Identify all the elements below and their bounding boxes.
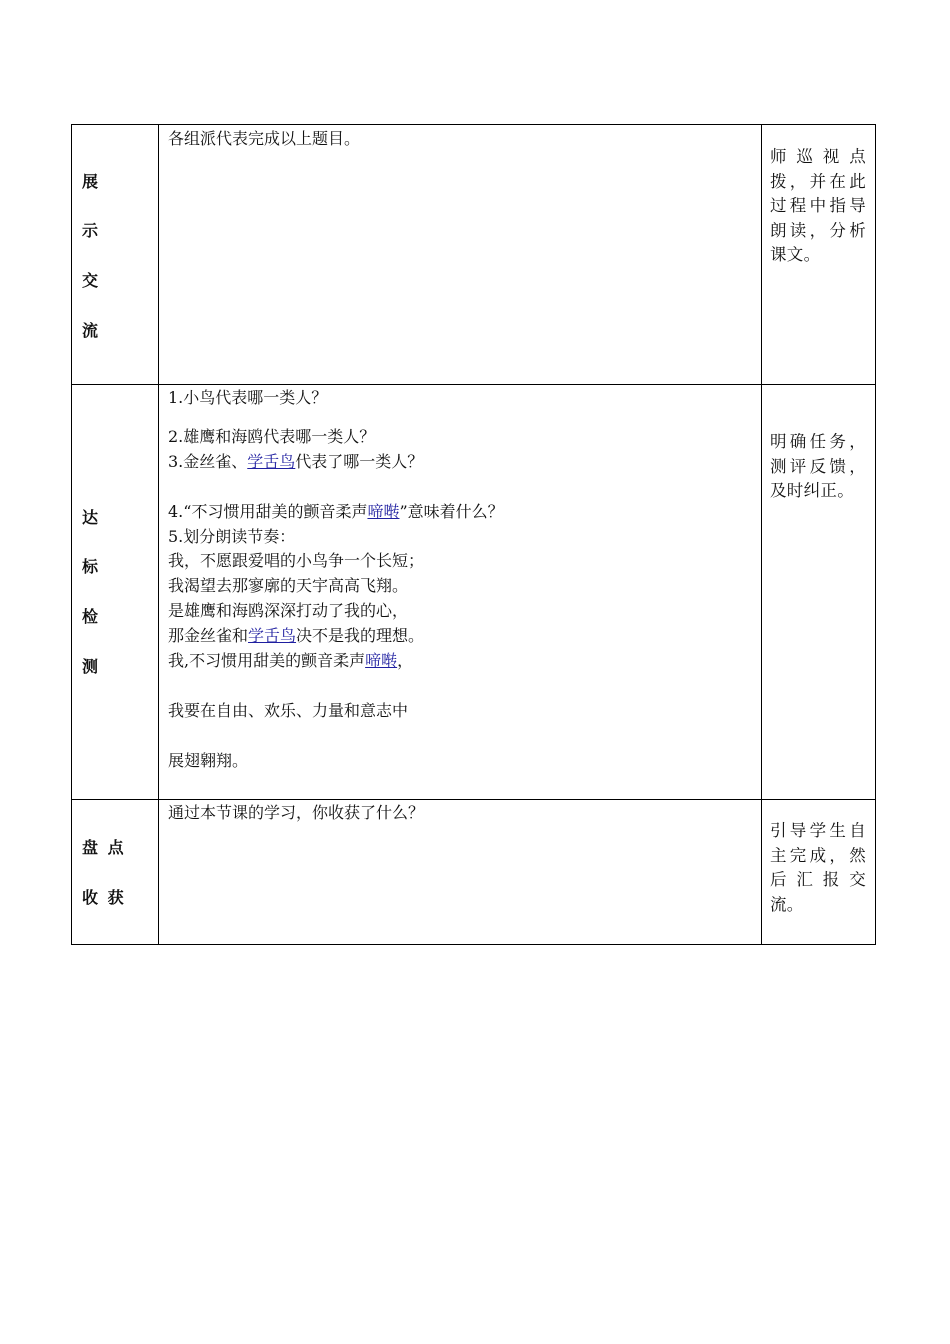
display-content: 各组派代表完成以上题目。 [168,129,361,148]
poem-line-3: 是雄鹰和海鸥深深打动了我的心， [168,601,409,620]
row-label-summary-line-1: 盘 点 [82,838,126,857]
row-divider-2 [72,799,875,800]
poem-line-5: 我,不习惯用甜美的颤音柔声啼啭， [168,651,414,670]
poem-line-1: 我，不愿跟爱唱的小鸟争一个长短； [168,551,425,570]
summary-content: 通过本节课的学习，你收获了什么？ [168,803,425,822]
poem-line-2: 我渴望去那寥廓的天宇高高飞翔。 [168,576,409,595]
link-tizhuan-2[interactable]: 啼啭 [365,651,398,670]
column-divider-2 [761,125,762,944]
row-label-display-char-3: 交 [82,271,99,290]
question-4: 4.“不习惯用甜美的颤音柔声啼啭”意味着什么？ [168,502,504,521]
row-label-display-char-2: 示 [82,221,99,240]
test-teacher-note: 明确任务，测评反馈，及时纠正。 [770,432,866,500]
poem-line-4: 那金丝雀和学舌鸟决不是我的理想。 [168,626,425,645]
link-tizhuan[interactable]: 啼啭 [367,502,400,521]
question-5: 5.划分朗读节奏： [168,527,296,546]
column-divider-1 [158,125,159,944]
question-2: 2.雄鹰和海鸥代表哪一类人？ [168,427,376,446]
poem-line-7: 展翅翱翔。 [168,751,249,770]
question-3: 3.金丝雀、学舌鸟代表了哪一类人？ [168,452,424,471]
row-divider-1 [72,384,875,385]
display-teacher-note: 师巡视点拨，并在此过程中指导朗读，分析课文。 [770,147,866,264]
row-label-summary-line-2: 收 获 [82,888,126,907]
row-label-test-char-4: 测 [82,657,99,676]
row-label-test-char-1: 达 [82,508,99,527]
poem-line-6: 我要在自由、欢乐、力量和意志中 [168,701,409,720]
question-1: 1.小鸟代表哪一类人？ [168,388,328,407]
row-label-test-char-3: 检 [82,607,99,626]
row-label-display-char-4: 流 [82,321,99,340]
row-label-display-char-1: 展 [82,172,99,191]
link-xueshe-niao[interactable]: 学舌鸟 [247,452,296,471]
link-xueshe-niao-2[interactable]: 学舌鸟 [248,626,297,645]
summary-teacher-note: 引导学生自主完成，然后汇报交流。 [770,821,866,914]
row-label-test-char-2: 标 [82,557,99,576]
lesson-table [71,124,876,945]
